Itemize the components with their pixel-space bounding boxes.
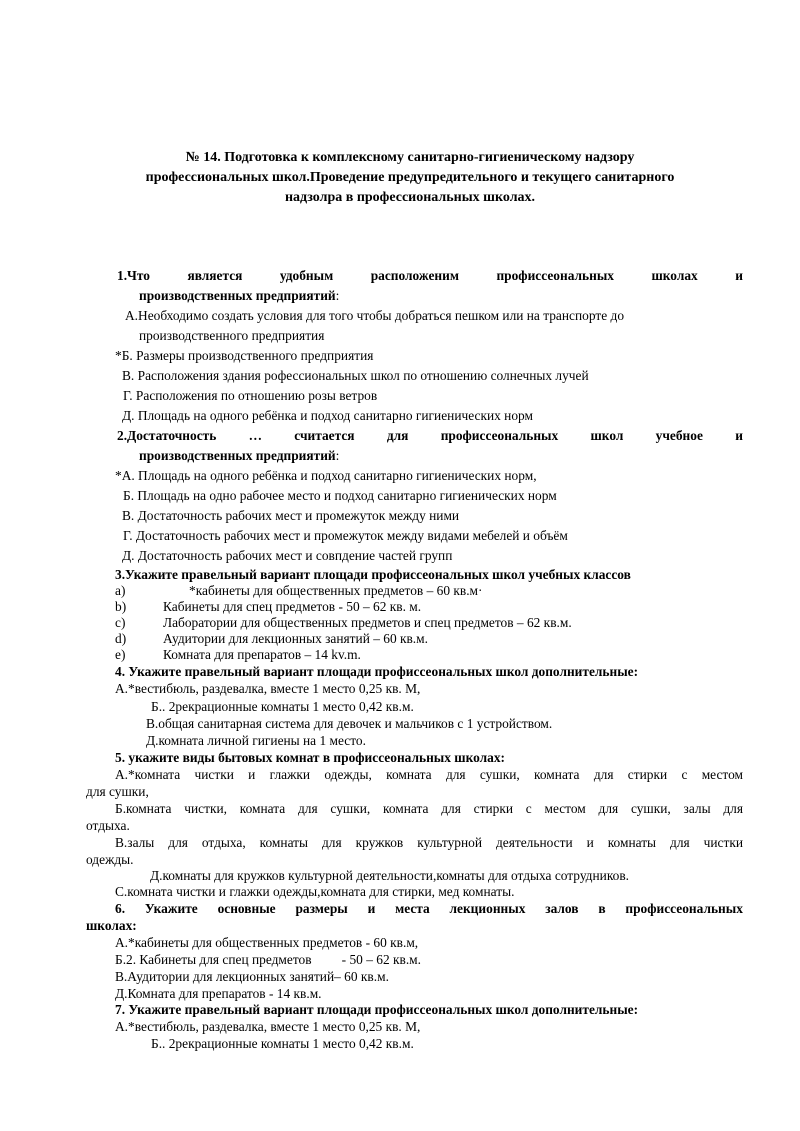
word: считается	[294, 428, 355, 443]
item-label: b)	[115, 599, 127, 614]
question-6-heading	[115, 901, 743, 917]
word: профиссеональных	[625, 901, 743, 916]
option-cont: отдыха.	[86, 818, 130, 833]
item-label: a)	[115, 583, 126, 598]
option: Г. Расположения по отношению розы ветров	[123, 388, 378, 403]
option-correct: А.*вестибюль, раздевалка, вместе 1 место 0,25 кв. М,	[115, 681, 421, 696]
option: С.комната чистки и глажки одежды,комната для стирки, мед комнаты.	[115, 884, 515, 899]
option: В.общая санитарная система для девочек и мальчиков с 1 устройством.	[146, 716, 553, 731]
option: Б.. 2рекрационные комнаты 1 место 0,42 кв.м.	[151, 699, 414, 714]
word: лекционных	[449, 901, 526, 916]
question-1-heading	[117, 268, 743, 284]
word: и	[367, 901, 376, 916]
option: Д.Комната для препаратов - 14 кв.м.	[115, 986, 322, 1001]
item-text: Кабинеты для спец предметов - 50 – 62 кв. м.	[163, 599, 422, 614]
option: В.Аудитории для лекционных занятий– 60 кв.м.	[115, 969, 389, 984]
item-label: c)	[115, 615, 126, 630]
title-line: надзолра в профессиональных школах.	[284, 190, 536, 205]
word: расположеним	[370, 268, 459, 283]
item-text: Комната для препаратов – 14 kv.m.	[163, 647, 361, 662]
item-text: *кабинеты для общественных предметов – 60 кв.м·	[189, 583, 483, 598]
option-cont: производственного предприятия	[139, 328, 325, 343]
item-label: e)	[115, 647, 126, 662]
question-7-heading: 7. Укажите правельный вариант площади профиссеональных школ дополнительные:	[115, 1002, 639, 1017]
word: является	[187, 268, 243, 283]
word: учебное	[655, 428, 703, 443]
option: Д. Площадь на одного ребёнка и подход санитарно гигиенических норм	[122, 408, 533, 423]
word: 6.	[115, 901, 126, 916]
word: …	[248, 428, 262, 443]
word: 1.Что	[117, 268, 150, 283]
question-1-heading-cont: производственных предприятий:	[139, 288, 340, 303]
word: школ	[590, 428, 624, 443]
option: А.Необходимо создать условия для того чтобы добраться пешком или на транспорте до	[125, 308, 625, 323]
word: места	[395, 901, 430, 916]
option-cont: одежды.	[86, 852, 134, 867]
word: и	[735, 268, 743, 283]
option: Б.. 2рекрационные комнаты 1 место 0,42 кв.м.	[151, 1036, 414, 1051]
question-3-heading: 3.Укажите правельный вариант площади профиссеональных школ учебных классов	[115, 567, 631, 582]
question-6-heading-cont: школах:	[86, 918, 137, 933]
option-correct: А.*комната чистки и глажки одежды, комната для сушки, комната для стирки с местом	[115, 767, 743, 782]
option-cont: для сушки,	[86, 784, 149, 799]
option: В.залы для отдыха, комнаты для кружков культурной деятельности и комнаты для чистки	[115, 835, 743, 850]
word: школах	[651, 268, 698, 283]
option-correct: *Б. Размеры производственного предприятия	[115, 348, 374, 363]
option: Д. Достаточность рабочих мест и совпдение частей групп	[122, 548, 453, 563]
word: Укажите	[144, 901, 198, 916]
word: профиссеональных	[440, 428, 559, 443]
option: Г. Достаточность рабочих мест и промежуток между видами мебелей и объём	[123, 528, 568, 543]
question-5-heading: 5. укажите виды бытовых комнат в профиссеональных школах:	[115, 750, 506, 765]
word: размеры	[295, 901, 348, 916]
word: 2.Достаточность	[117, 428, 217, 443]
question-2-heading	[117, 428, 743, 444]
option: Б.2. Кабинеты для спец предметов - 50 – 62 кв.м.	[115, 952, 421, 967]
title-line: № 14. Подготовка к комплексному санитарно-гигиеническому надзору	[185, 150, 635, 165]
word: профиссеональных	[496, 268, 614, 283]
option: Б. Площадь на одно рабочее место и подход санитарно гигиенических норм	[123, 488, 557, 503]
word: в	[598, 901, 606, 916]
title-line: профессиональных школ.Проведение предупредительного и текущего санитарного	[145, 170, 675, 185]
word: залов	[545, 901, 579, 916]
option: Д.комната личной гигиены на 1 место.	[146, 733, 366, 748]
question-2-heading-cont: производственных предприятий:	[139, 448, 340, 463]
item-label: d)	[115, 631, 127, 646]
question-4-heading: 4. Укажите правельный вариант площади профиссеональных школ дополнительные:	[115, 664, 639, 679]
word: основные	[217, 901, 276, 916]
option: Б.комната чистки, комната для сушки, комната для стирки с местом для сушки, залы для	[115, 801, 743, 816]
option-correct: А.*вестибюль, раздевалка, вместе 1 место 0,25 кв. М,	[115, 1019, 421, 1034]
item-text: Аудитории для лекционных занятий – 60 кв.м.	[163, 631, 428, 646]
option: В. Расположения здания рофессиональных школ по отношению солнечных лучей	[122, 368, 589, 383]
word: удобным	[279, 268, 334, 283]
option: В. Достаточность рабочих мест и промежуток между ними	[122, 508, 460, 523]
option-correct: А.*кабинеты для общественных предметов - 60 кв.м,	[115, 935, 419, 950]
item-text: Лаборатории для общественных предметов и спец предметов – 62 кв.м.	[163, 615, 572, 630]
option: Д.комнаты для кружков культурной деятельности,комнаты для отдыха сотрудников.	[150, 868, 630, 883]
document-title	[100, 148, 720, 208]
word: для	[386, 428, 409, 443]
word: и	[735, 428, 743, 443]
option-correct: *А. Площадь на одного ребёнка и подход санитарно гигиенических норм,	[115, 468, 537, 483]
